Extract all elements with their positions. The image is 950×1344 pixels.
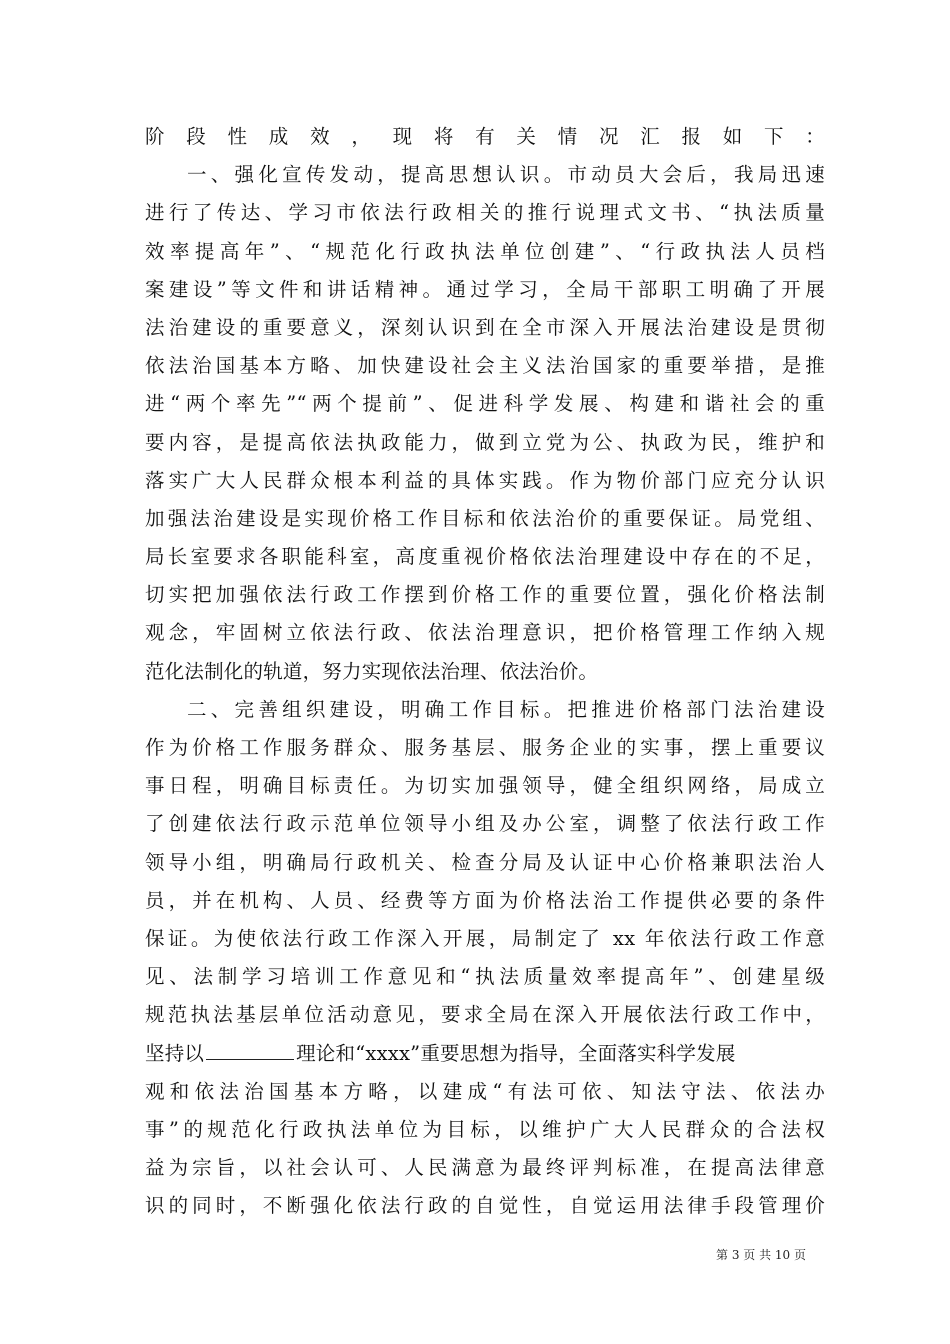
text-line: 效率提高年”、“规范化行政执法单位创建”、“行政执法人员档 (145, 239, 825, 263)
text-line: 观和依法治国基本方略，以建成“有法可依、知法守法、依法办 (145, 1079, 825, 1103)
text-line: 事日程，明确目标责任。为切实加强领导，健全组织网络，局成立 (145, 774, 825, 798)
text-line: 阶段性成效，现将有关情况汇报如下： (145, 125, 825, 148)
fill-in-blank (206, 1043, 294, 1060)
page-number: 第 3 页 共 10 页 (716, 1248, 806, 1262)
text-line: 局长室要求各职能科室，高度重视价格依法治理建设中存在的不足， (145, 545, 825, 569)
text-line: 要内容，是提高依法执政能力，做到立党为公、执政为民，维护和 (145, 430, 825, 454)
text-line: 领导小组，明确局行政机关、检查分局及认证中心价格兼职法治人 (145, 850, 825, 874)
text-line: 观念，牢固树立依法行政、依法治理意识，把价格管理工作纳入规 (145, 621, 825, 645)
text-line: 保证。为使依法行政工作深入开展，局制定了 xx 年依法行政工作意 (145, 926, 825, 950)
text-line: 二、完善组织建设，明确工作目标。把推进价格部门法治建设 (187, 697, 825, 721)
text-line: 范化法制化的轨道，努力实现依法治理、依法治价。 (145, 659, 599, 683)
text-line: 作为价格工作服务群众、服务基层、服务企业的实事，摆上重要议 (145, 736, 825, 759)
text-line: 益为宗旨，以社会认可、人民满意为最终评判标准，在提高法律意 (145, 1156, 825, 1180)
text-line: 切实把加强依法行政工作摆到价格工作的重要位置，强化价格法制 (145, 583, 825, 607)
document-body (145, 118, 825, 1225)
text-line: 依法治国基本方略、加快建设社会主义法治国家的重要举措，是推 (145, 354, 825, 378)
text-line: 见、法制学习培训工作意见和“执法质量效率提高年”、创建星级 (145, 965, 825, 989)
blank-line-prefix: 坚持以 (145, 1041, 205, 1065)
text-line: 法治建设的重要意义，深刻认识到在全市深入开展法治建设是贯彻 (145, 315, 825, 339)
text-line: 加强法治建设是实现价格工作目标和依法治价的重要保证。局党组、 (145, 506, 825, 530)
text-line: 案建设”等文件和讲话精神。通过学习，全局干部职工明确了开展 (145, 277, 825, 301)
text-line: 事”的规范化行政执法单位为目标，以维护广大人民群众的合法权 (145, 1117, 825, 1141)
blank-line-suffix: 理论和“xxxx”重要思想为指导，全面落实科学发展 (296, 1041, 736, 1065)
text-line-with-blank (145, 1035, 825, 1073)
text-line: 进行了传达、学习市依法行政相关的推行说理式文书、“执法质量 (145, 201, 825, 225)
text-line: 落实广大人民群众根本利益的具体实践。作为物价部门应充分认识 (145, 468, 825, 492)
text-line: 员，并在机构、人员、经费等方面为价格法治工作提供必要的条件 (145, 888, 825, 912)
text-line: 规范执法基层单位活动意见，要求全局在深入开展依法行政工作中， (145, 1003, 825, 1027)
text-line: 识的同时，不断强化依法行政的自觉性，自觉运用法律手段管理价 (145, 1194, 825, 1218)
text-line: 一、强化宣传发动，提高思想认识。市动员大会后，我局迅速 (187, 163, 825, 187)
text-line: 了创建依法行政示范单位领导小组及办公室，调整了依法行政工作 (145, 812, 825, 836)
text-line: 进“两个率先”“两个提前”、促进科学发展、构建和谐社会的重 (145, 392, 825, 416)
